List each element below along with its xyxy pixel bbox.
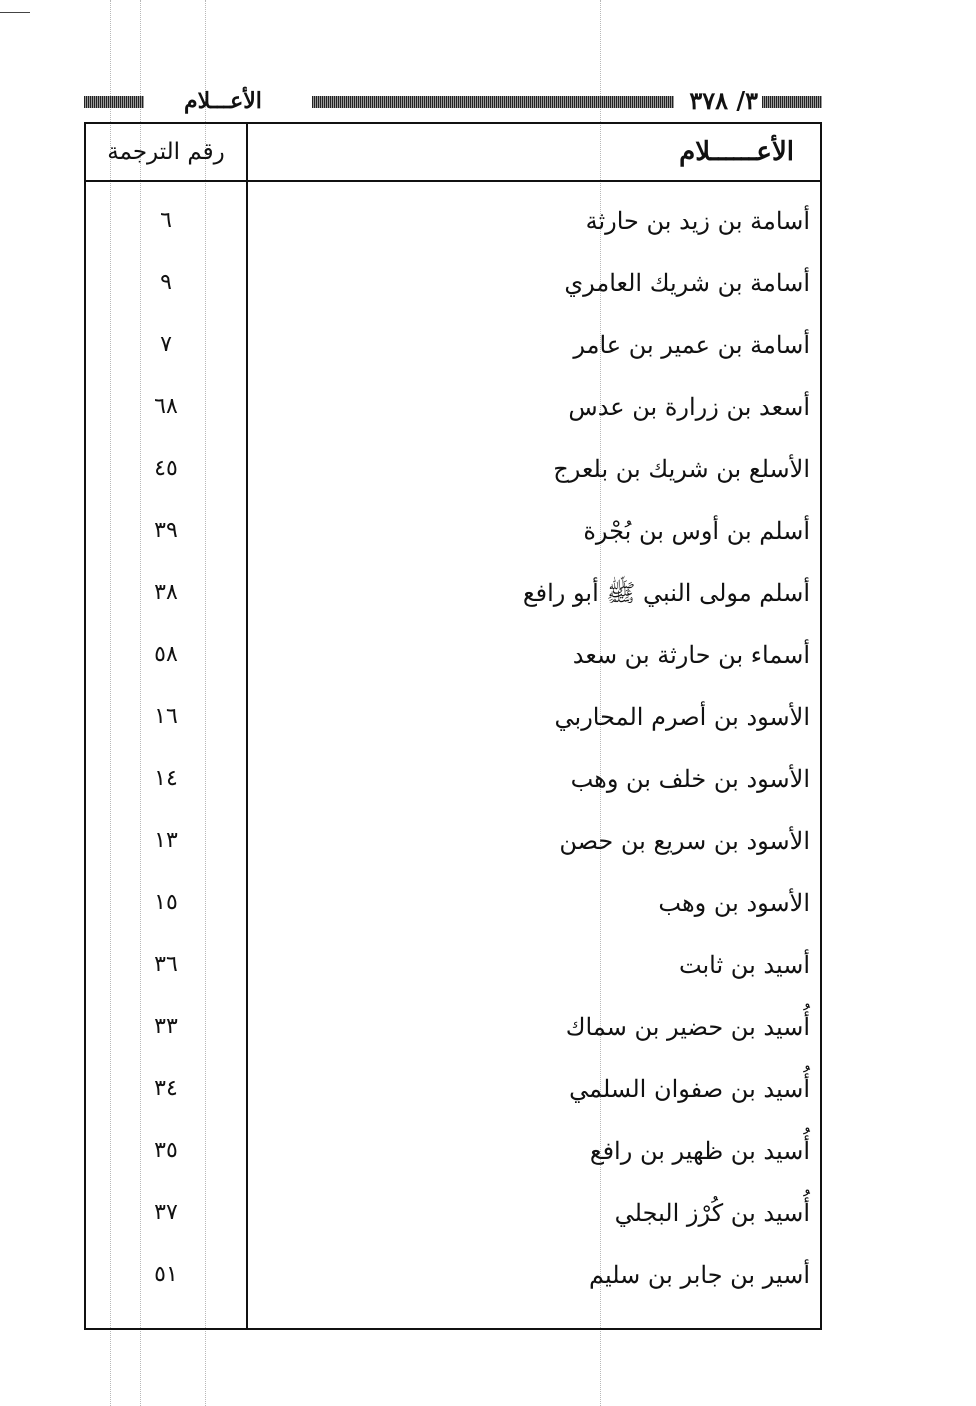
biography-number: ٣٤ [154, 1076, 178, 1101]
person-name: أُسيد بن صفوان السلمي [569, 1075, 810, 1103]
index-row [86, 314, 820, 376]
column-header-number: رقم الترجمة [107, 139, 225, 165]
biography-number: ٣٧ [154, 1200, 178, 1225]
index-row [86, 872, 820, 934]
index-row [86, 562, 820, 624]
biography-number: ٣٩ [154, 518, 178, 543]
person-name: الأسود بن أصرم المحاربي [554, 703, 810, 731]
person-name: أسير بن جابر بن سليم [588, 1261, 810, 1289]
person-name: أُسيد بن كُرْز البجلي [614, 1199, 810, 1227]
index-row [86, 252, 820, 314]
person-name: أسامة بن عمير بن عامر [573, 331, 810, 359]
biography-number: ١٦ [154, 704, 178, 729]
header-rule [86, 180, 820, 182]
index-row [86, 1120, 820, 1182]
biography-number: ٣٣ [154, 1014, 178, 1039]
index-row [86, 1182, 820, 1244]
index-row [86, 810, 820, 872]
biography-number: ٣٨ [154, 580, 178, 605]
index-row [86, 500, 820, 562]
biography-number: ٣٦ [154, 952, 178, 977]
biography-number: ٦٨ [154, 394, 178, 419]
biography-number: ٣٥ [154, 1138, 178, 1163]
index-rows [86, 190, 820, 1306]
index-row [86, 624, 820, 686]
biography-number: ٩ [160, 270, 172, 295]
header-ornament-bar [312, 96, 674, 108]
index-row [86, 438, 820, 500]
index-row [86, 376, 820, 438]
biography-number: ١٥ [154, 890, 178, 915]
header-ornament-bar [84, 96, 144, 108]
person-name: أسماء بن حارثة بن سعد [572, 641, 810, 669]
person-name: أسعد بن زرارة بن عدس [568, 393, 810, 421]
biography-number: ٤٥ [154, 456, 178, 481]
biography-number: ١٤ [154, 766, 178, 791]
biography-number: ١٣ [154, 828, 178, 853]
index-row [86, 1244, 820, 1306]
person-name: أُسيد بن حضير بن سماك [565, 1013, 810, 1041]
person-name: أُسيد بن ظهير بن رافع [589, 1137, 810, 1165]
biography-number: ٥١ [154, 1262, 178, 1287]
biography-number: ٦ [160, 208, 172, 233]
index-table [84, 122, 822, 1330]
person-name: أسامة بن زيد بن حارثة [585, 207, 810, 235]
index-row [86, 748, 820, 810]
person-name: الأسلع بن شريك بن بلعرج [553, 455, 810, 483]
person-name: أسامة بن شريك العامري [564, 269, 810, 297]
index-row [86, 934, 820, 996]
running-header [84, 88, 822, 118]
index-row [86, 996, 820, 1058]
index-row [86, 1058, 820, 1120]
header-ornament-bar [762, 96, 822, 108]
person-name: أسيد بن ثابت [678, 951, 810, 979]
person-name: الأسود بن سريع بن حصن [559, 827, 810, 855]
index-row [86, 190, 820, 252]
index-row [86, 686, 820, 748]
scan-corner-mark [0, 12, 30, 13]
page-reference: ٣/ ٣٧٨ [689, 86, 758, 115]
column-header-names: الأعــــــلام [679, 137, 794, 167]
running-title: الأعـــلام [184, 88, 262, 114]
person-name: الأسود بن وهب [658, 889, 810, 917]
person-name: أسلم مولى النبي ﷺ أبو رافع [522, 579, 810, 607]
person-name: أسلم بن أوس بن بُجْرة [583, 517, 810, 545]
biography-number: ٧ [160, 332, 172, 357]
person-name: الأسود بن خلف بن وهب [570, 765, 810, 793]
biography-number: ٥٨ [154, 642, 178, 667]
